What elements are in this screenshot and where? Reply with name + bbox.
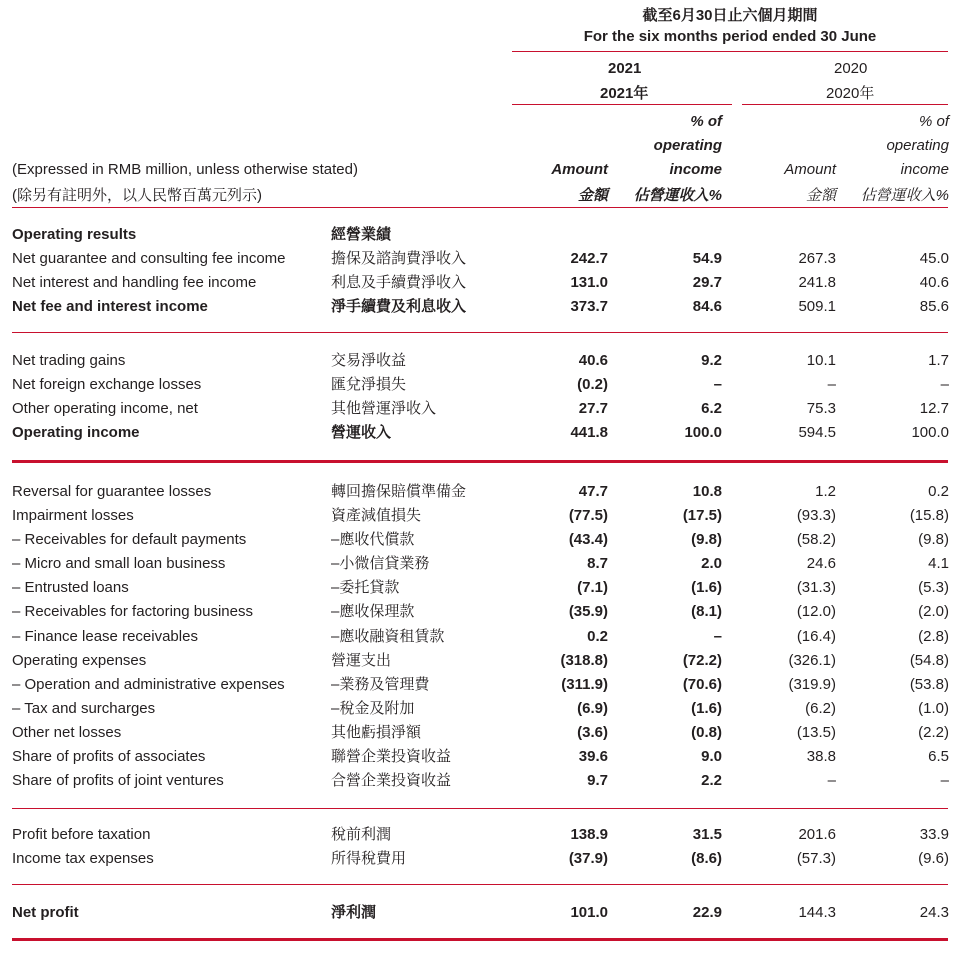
col-pct-l3-2020: income — [900, 161, 949, 178]
row-label-zh: 合營企業投資收益 — [331, 772, 452, 789]
amount-2021: 0.2 — [587, 628, 608, 645]
pct-2021: 2.0 — [701, 555, 722, 572]
col-amount-zh-2021: 金額 — [577, 187, 608, 204]
amount-2020: 144.3 — [798, 904, 836, 921]
pct-2020: 0.2 — [928, 483, 949, 500]
row-label: – Tax and surcharges — [12, 700, 156, 717]
amount-2020: 10.1 — [806, 352, 836, 369]
row-label-zh: 資產減值損失 — [331, 507, 422, 524]
col-pct-l2-2021: operating — [653, 137, 722, 154]
rule-after-operating-income — [12, 460, 948, 463]
rule-after-income-tax — [12, 884, 948, 885]
amount-2020: (319.9) — [788, 676, 836, 693]
row-label: – Receivables for factoring business — [12, 603, 253, 620]
amount-2021: 138.9 — [570, 826, 608, 843]
rule-after-jv-profits — [12, 808, 948, 809]
row-label: Profit before taxation — [12, 826, 151, 843]
amount-2020: 509.1 — [798, 298, 836, 315]
pct-2021: 29.7 — [692, 274, 722, 291]
pct-2020: 24.3 — [919, 904, 949, 921]
row-label-zh: –應收保理款 — [331, 603, 415, 620]
pct-2020: (2.2) — [918, 724, 949, 741]
pct-2020: 45.0 — [919, 250, 949, 267]
pct-2020: 40.6 — [919, 274, 949, 291]
pct-2021: (1.6) — [691, 579, 722, 596]
amount-2021: (318.8) — [560, 652, 608, 669]
row-label-zh: 其他虧損淨額 — [331, 724, 422, 741]
pct-2021: 31.5 — [692, 826, 722, 843]
amount-2020: (57.3) — [796, 850, 836, 867]
amount-2020: 75.3 — [806, 400, 836, 417]
pct-2020: (54.8) — [909, 652, 949, 669]
pct-2021: (1.6) — [691, 700, 722, 717]
col-pct-l1-2021: % of — [690, 113, 722, 130]
amount-2021: (43.4) — [568, 531, 608, 548]
pct-2020: (1.0) — [918, 700, 949, 717]
row-label-zh: –稅金及附加 — [331, 700, 415, 717]
pct-2021: – — [713, 628, 722, 645]
amount-2020: – — [827, 772, 836, 789]
year-2020-en: 2020 — [834, 60, 868, 77]
pct-2021: (8.1) — [691, 603, 722, 620]
pct-2021: (70.6) — [682, 676, 722, 693]
row-label: – Entrusted loans — [12, 579, 129, 596]
pct-2021: 9.0 — [701, 748, 722, 765]
col-amount-zh-2020: 金額 — [805, 187, 836, 204]
year-2021-zh: 2021年 — [600, 85, 649, 102]
amount-2021: 441.8 — [570, 424, 608, 441]
pct-2020: (9.6) — [918, 850, 949, 867]
amount-2020: 201.6 — [798, 826, 836, 843]
amount-2020: – — [827, 376, 836, 393]
row-label: – Receivables for default payments — [12, 531, 247, 548]
expressed-note-zh: (除另有註明外，以人民幣百萬元列示) — [12, 187, 262, 204]
row-label-zh: –小微信貸業務 — [331, 555, 430, 572]
row-label: Share of profits of joint ventures — [12, 772, 224, 789]
row-label-zh: 聯營企業投資收益 — [331, 748, 452, 765]
row-label-zh: 淨手續費及利息收入 — [331, 298, 467, 315]
pct-2020: (53.8) — [909, 676, 949, 693]
amount-2021: (35.9) — [568, 603, 608, 620]
amount-2020: 38.8 — [806, 748, 836, 765]
row-label-zh: –業務及管理費 — [331, 676, 430, 693]
row-label-zh: 營運支出 — [331, 652, 392, 669]
pct-2020: (5.3) — [918, 579, 949, 596]
amount-2020: (12.0) — [796, 603, 836, 620]
amount-2021: 9.7 — [587, 772, 608, 789]
row-label: Net guarantee and consulting fee income — [12, 250, 286, 267]
amount-2021: 40.6 — [578, 352, 608, 369]
row-label: Share of profits of associates — [12, 748, 206, 765]
pct-2021: 6.2 — [701, 400, 722, 417]
row-label-zh: 轉回擔保賠償準備金 — [331, 483, 467, 500]
row-label: Operating expenses — [12, 652, 147, 669]
col-pct-zh-2021: 佔營運收入% — [633, 187, 722, 204]
pct-2021: (9.8) — [691, 531, 722, 548]
pct-2020: 12.7 — [919, 400, 949, 417]
pct-2021: (8.6) — [691, 850, 722, 867]
col-amount-en-2021: Amount — [551, 161, 608, 178]
row-label: Reversal for guarantee losses — [12, 483, 212, 500]
col-pct-l2-2020: operating — [886, 137, 949, 154]
rule-after-net-profit — [12, 938, 948, 941]
row-label: Net profit — [12, 904, 79, 921]
amount-2020: 267.3 — [798, 250, 836, 267]
pct-2020: 100.0 — [911, 424, 949, 441]
amount-2020: (16.4) — [796, 628, 836, 645]
amount-2021: (77.5) — [568, 507, 608, 524]
amount-2021: (311.9) — [561, 676, 608, 693]
pct-2021: 22.9 — [692, 904, 722, 921]
pct-2020: 1.7 — [928, 352, 949, 369]
col-amount-en-2020: Amount — [784, 161, 836, 178]
row-label: – Micro and small loan business — [12, 555, 226, 572]
amount-2021: (3.6) — [577, 724, 608, 741]
amount-2020: 24.6 — [806, 555, 836, 572]
col-pct-l1-2020: % of — [918, 113, 949, 130]
amount-2021: 131.0 — [570, 274, 608, 291]
pct-2020: – — [940, 376, 949, 393]
amount-2021: (0.2) — [577, 376, 608, 393]
amount-2021: 39.6 — [578, 748, 608, 765]
amount-2021: 101.0 — [570, 904, 608, 921]
row-label-zh: 利息及手續費淨收入 — [331, 274, 467, 291]
year-2020-zh: 2020年 — [826, 85, 875, 102]
row-label: Other operating income, net — [12, 400, 198, 417]
pct-2020: – — [940, 772, 949, 789]
pct-2020: (15.8) — [909, 507, 949, 524]
period-title-en: For the six months period ended 30 June — [583, 28, 877, 45]
amount-2021: 47.7 — [578, 483, 608, 500]
pct-2020: 6.5 — [928, 748, 949, 765]
row-label-zh: 淨利潤 — [331, 904, 377, 921]
row-label-zh: 經營業績 — [331, 226, 392, 243]
amount-2020: (31.3) — [796, 579, 836, 596]
amount-2020: (93.3) — [796, 507, 836, 524]
amount-2020: (6.2) — [805, 700, 836, 717]
pct-2021: 100.0 — [684, 424, 722, 441]
amount-2021: (37.9) — [568, 850, 608, 867]
row-label: Operating results — [12, 226, 137, 243]
pct-2021: (0.8) — [691, 724, 722, 741]
period-title-zh: 截至6月30日止六個月期間 — [642, 7, 818, 24]
col-pct-l3-2021: income — [669, 161, 722, 178]
row-label: Net foreign exchange losses — [12, 376, 202, 393]
pct-2020: 4.1 — [928, 555, 949, 572]
amount-2020: 241.8 — [798, 274, 836, 291]
pct-2021: 9.2 — [701, 352, 722, 369]
row-label-zh: 擔保及諮詢費淨收入 — [331, 250, 467, 267]
rule-after-fee-income — [12, 332, 948, 333]
amount-2021: 27.7 — [578, 400, 608, 417]
col-pct-zh-2020: 佔營運收入% — [860, 187, 949, 204]
pct-2021: 10.8 — [692, 483, 722, 500]
pct-2020: (2.0) — [918, 603, 949, 620]
year-2021-en: 2021 — [608, 60, 642, 77]
pct-2021: (17.5) — [682, 507, 722, 524]
pct-2021: (72.2) — [682, 652, 722, 669]
row-label: Net trading gains — [12, 352, 126, 369]
row-label-zh: 匯兌淨損失 — [331, 376, 407, 393]
pct-2021: – — [713, 376, 722, 393]
amount-2020: 594.5 — [798, 424, 836, 441]
row-label: – Operation and administrative expenses — [12, 676, 285, 693]
header-rule — [512, 51, 948, 52]
row-label: Operating income — [12, 424, 140, 441]
row-label: Impairment losses — [12, 507, 134, 524]
row-label-zh: –應收代償款 — [331, 531, 415, 548]
pct-2020: 33.9 — [919, 826, 949, 843]
pct-2021: 84.6 — [692, 298, 722, 315]
year-rule-2021 — [512, 104, 732, 105]
row-label-zh: –委托貸款 — [331, 579, 400, 596]
amount-2021: 242.7 — [570, 250, 608, 267]
row-label: Income tax expenses — [12, 850, 154, 867]
amount-2020: (13.5) — [796, 724, 836, 741]
row-label: Net interest and handling fee income — [12, 274, 257, 291]
amount-2020: (326.1) — [788, 652, 836, 669]
row-label-zh: 稅前利潤 — [331, 826, 392, 843]
pct-2021: 54.9 — [692, 250, 722, 267]
amount-2020: (58.2) — [796, 531, 836, 548]
column-header-rule — [12, 207, 948, 208]
row-label: Other net losses — [12, 724, 122, 741]
amount-2021: 373.7 — [570, 298, 608, 315]
amount-2020: 1.2 — [815, 483, 836, 500]
year-rule-2020 — [742, 104, 948, 105]
pct-2021: 2.2 — [701, 772, 722, 789]
pct-2020: 85.6 — [919, 298, 949, 315]
amount-2021: 8.7 — [587, 555, 608, 572]
row-label: Net fee and interest income — [12, 298, 208, 315]
row-label: – Finance lease receivables — [12, 628, 198, 645]
amount-2021: (6.9) — [577, 700, 608, 717]
row-label-zh: 營運收入 — [331, 424, 392, 441]
row-label-zh: 其他營運淨收入 — [331, 400, 437, 417]
amount-2021: (7.1) — [577, 579, 608, 596]
row-label-zh: 所得稅費用 — [331, 850, 407, 867]
pct-2020: (9.8) — [918, 531, 949, 548]
row-label-zh: 交易淨收益 — [331, 352, 407, 369]
pct-2020: (2.8) — [918, 628, 949, 645]
row-label-zh: –應收融資租賃款 — [331, 628, 445, 645]
expressed-note-en: (Expressed in RMB million, unless otherwise stated) — [12, 161, 358, 178]
